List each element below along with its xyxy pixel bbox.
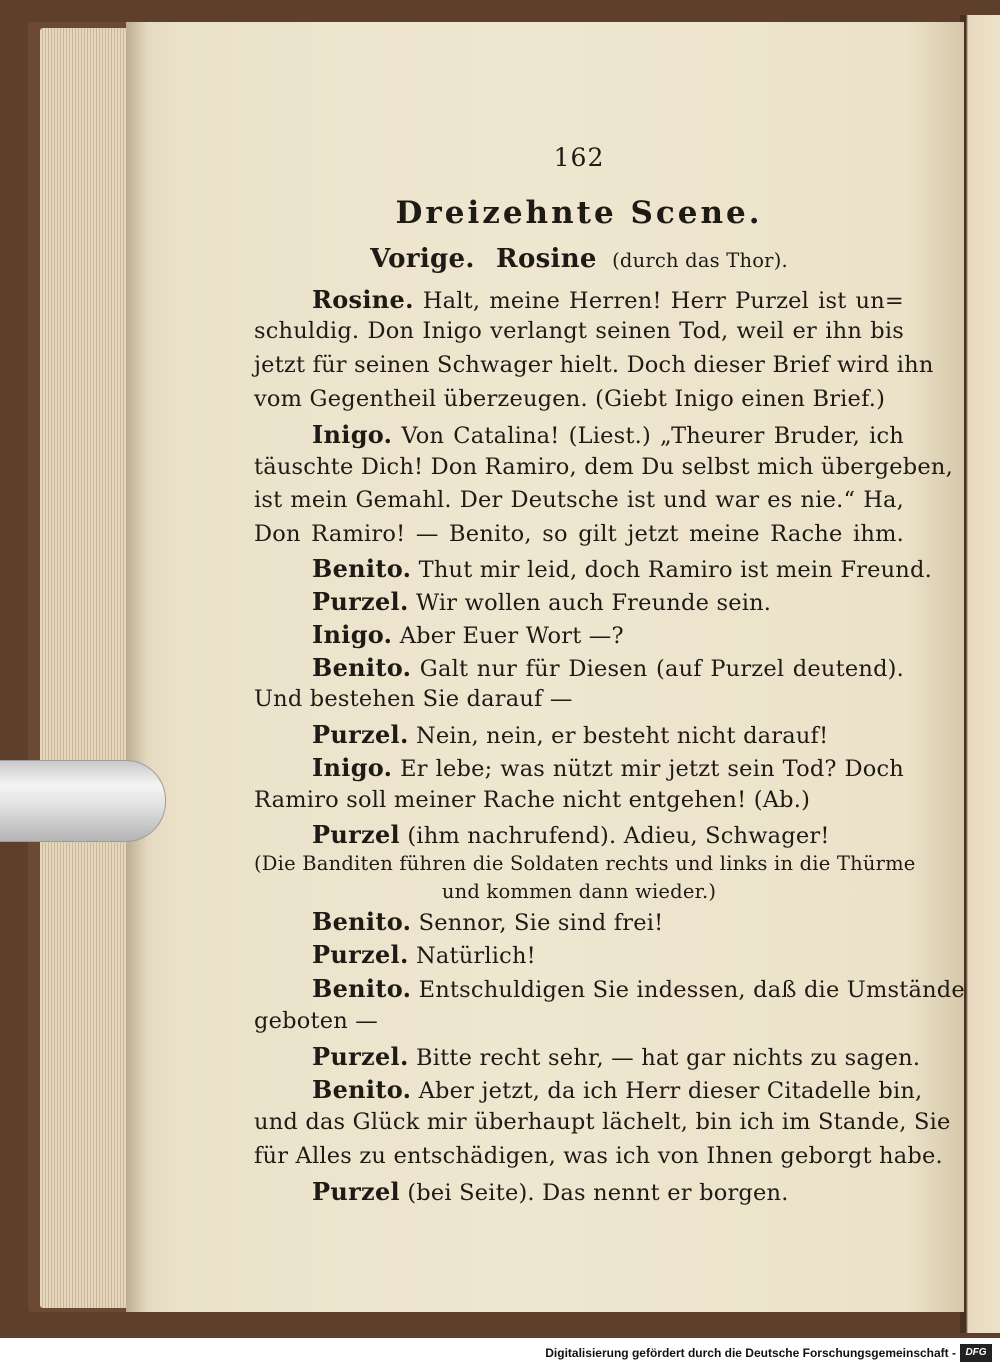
text-line bbox=[254, 620, 904, 649]
dfg-logo: DFG bbox=[960, 1344, 992, 1362]
text-line bbox=[254, 974, 965, 1003]
text-line bbox=[254, 1042, 921, 1071]
speaker: Benito. bbox=[312, 907, 412, 936]
text-line bbox=[254, 1075, 923, 1104]
text-line: jetzt für seinen Schwager hielt. Doch dieser Brief wird ihn bbox=[254, 352, 934, 378]
text-line bbox=[254, 940, 904, 969]
footer-bar bbox=[0, 1338, 1000, 1368]
speaker: Inigo. bbox=[312, 620, 393, 649]
text-line bbox=[254, 420, 904, 449]
speaker: Purzel. bbox=[312, 587, 409, 616]
line-text: Galt nur für Diesen (auf Purzel deutend). bbox=[419, 656, 905, 682]
text-line bbox=[254, 907, 904, 936]
line-text: Von Catalina! (Liest.) „Theurer Bruder, ich bbox=[401, 423, 904, 449]
text-line bbox=[254, 720, 904, 749]
speaker: Benito. bbox=[312, 1075, 412, 1104]
line-text: Nein, nein, er besteht nicht darauf! bbox=[415, 723, 829, 749]
line-text: Bitte recht sehr, — hat gar nichts zu sagen. bbox=[415, 1045, 921, 1071]
speaker: Inigo. bbox=[312, 420, 393, 449]
line-text: Entschuldigen Sie indessen, daß die Umstände bbox=[418, 977, 965, 1003]
line-text: (ihm nachrufend). Adieu, Schwager! bbox=[407, 823, 830, 849]
stage-heading bbox=[254, 244, 904, 274]
text-line bbox=[254, 1177, 904, 1206]
text-line: Und bestehen Sie darauf — bbox=[254, 686, 573, 712]
speaker: Benito. bbox=[312, 974, 412, 1003]
page-holder-clip bbox=[0, 760, 166, 842]
line-text: Aber Euer Wort —? bbox=[399, 623, 624, 649]
speaker: Inigo. bbox=[312, 753, 393, 782]
text-line: vom Gegentheil überzeugen. (Giebt Inigo einen Brief.) bbox=[254, 386, 886, 412]
speaker: Purzel. bbox=[312, 1042, 409, 1071]
text-line bbox=[254, 753, 904, 782]
text-line bbox=[254, 820, 904, 849]
text-line bbox=[254, 653, 904, 682]
text-line: Ramiro soll meiner Rache nicht entgehen! (Ab.) bbox=[254, 787, 811, 813]
page-edges bbox=[40, 28, 128, 1308]
text-line: Don Ramiro! — Benito, so gilt jetzt meine Rache ihm. bbox=[254, 521, 904, 547]
speaker: Benito. bbox=[312, 653, 412, 682]
line-text: Sennor, Sie sind frei! bbox=[418, 910, 664, 936]
speaker: Purzel. bbox=[312, 720, 409, 749]
line-text: Er lebe; was nützt mir jetzt sein Tod? Doch bbox=[400, 756, 904, 782]
text-line bbox=[254, 285, 904, 314]
line-text: Wir wollen auch Freunde sein. bbox=[415, 590, 772, 616]
footer-credit: Digitalisierung gefördert durch die Deutsche Forschungsgemeinschaft - bbox=[545, 1346, 956, 1360]
line-text: Aber jetzt, da ich Herr dieser Citadelle bin, bbox=[418, 1078, 923, 1104]
speaker: Benito. bbox=[312, 554, 412, 583]
stage-heading-c: (durch das Thor). bbox=[612, 249, 788, 272]
speaker: Purzel. bbox=[312, 940, 409, 969]
speaker: Purzel bbox=[312, 1177, 400, 1206]
text-line: geboten — bbox=[254, 1008, 378, 1034]
text-line bbox=[254, 554, 932, 583]
line-text: Thut mir leid, doch Ramiro ist mein Freund. bbox=[418, 557, 932, 583]
scene-title: Dreizehnte Scene. bbox=[395, 195, 763, 231]
stage-direction: und kommen dann wieder.) bbox=[441, 880, 717, 903]
stage-heading-a: Vorige. bbox=[370, 244, 475, 274]
text-line: schuldig. Don Inigo verlangt seinen Tod, weil er ihn bis bbox=[254, 318, 904, 344]
text-line: für Alles zu entschädigen, was ich von Ihnen geborgt habe. bbox=[254, 1143, 943, 1169]
text-line: täuschte Dich! Don Ramiro, dem Du selbst mich übergeben, bbox=[254, 454, 953, 480]
stage-direction: (Die Banditen führen die Soldaten rechts und links in die Thürme bbox=[254, 852, 916, 875]
page-number: 162 bbox=[553, 143, 605, 172]
line-text: Natürlich! bbox=[415, 943, 536, 969]
stage-heading-b: Rosine bbox=[496, 244, 597, 274]
text-line: ist mein Gemahl. Der Deutsche ist und war es nie.“ Ha, bbox=[254, 487, 904, 513]
gutter-shadow bbox=[126, 22, 148, 1312]
text-line bbox=[254, 587, 904, 616]
facing-page-edge bbox=[960, 15, 1000, 1333]
line-text: Halt, meine Herren! Herr Purzel ist un= bbox=[422, 288, 904, 314]
line-text: (bei Seite). Das nennt er borgen. bbox=[407, 1180, 789, 1206]
speaker: Rosine. bbox=[312, 285, 414, 314]
text-line: und das Glück mir überhaupt lächelt, bin ich im Stande, Sie bbox=[254, 1109, 951, 1135]
speaker: Purzel bbox=[312, 820, 400, 849]
